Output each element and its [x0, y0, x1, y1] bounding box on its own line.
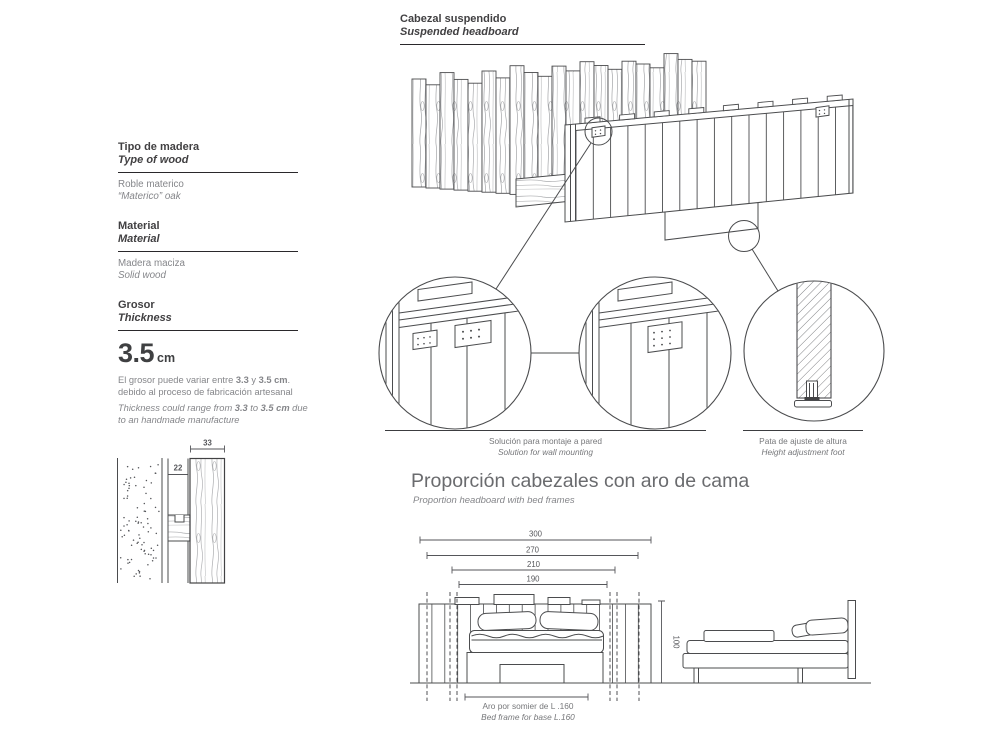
thickness-value — [118, 338, 298, 369]
thickness-number: 3.5 — [118, 337, 155, 368]
wood-plank-section — [190, 459, 225, 584]
front-view — [419, 595, 651, 684]
spec-heading-thickness-es: Grosor — [118, 299, 155, 311]
detail-circle-foot — [744, 281, 884, 421]
mattress-side — [687, 641, 848, 654]
bed-base-side — [683, 654, 848, 669]
spec-heading-thickness-en: Thickness — [118, 311, 172, 324]
svg-text:270: 270 — [525, 545, 540, 555]
pillow-right — [540, 611, 599, 631]
callout-line-leg — [752, 249, 778, 291]
spec-heading-material-en: Material — [118, 232, 160, 245]
spec-value-wood-es: Roble materico — [118, 178, 184, 190]
page-title — [400, 13, 645, 45]
dim-33: 33 — [203, 438, 212, 448]
caption-adjustment-foot — [743, 430, 863, 458]
spec-section-wood — [118, 141, 298, 203]
spec-value-wood — [118, 179, 298, 203]
spec-value-material — [118, 258, 298, 282]
bed-frame-caption — [444, 701, 612, 723]
spec-heading-material — [118, 220, 298, 252]
page-header — [400, 13, 645, 45]
caption-adjustment-foot-es: Pata de ajuste de altura — [759, 436, 847, 446]
svg-text:190: 190 — [526, 574, 540, 584]
bed-frame-caption-es: Aro por somier de L .160 — [482, 701, 574, 711]
detail-circle-mounting-2 — [579, 277, 733, 429]
proportions-title: Proporción cabezales con aro de cama — [411, 470, 750, 492]
caption-wall-mounting — [385, 430, 706, 458]
wall-bracket-right — [816, 106, 829, 117]
caption-adjustment-foot-en: Height adjustment foot — [761, 446, 845, 457]
headboard-illustration — [375, 55, 890, 435]
page-title-en: Suspended headboard — [400, 25, 519, 38]
batten-notch — [175, 515, 184, 522]
wall-bracket-left — [592, 126, 605, 137]
caption-wall-mounting-es: Solución para montaje a pared — [488, 436, 602, 446]
spec-section-thickness — [118, 299, 308, 427]
pillow-side-2 — [805, 618, 848, 636]
mattress-front — [470, 631, 604, 654]
detail-circle-mounting-1 — [379, 277, 533, 429]
wall-stipple-texture — [120, 464, 160, 580]
side-view — [683, 601, 856, 684]
spec-value-material-en: Solid wood — [118, 270, 166, 282]
caption-wall-mounting-en: Solution for wall mounting — [497, 446, 593, 457]
bed-frame-caption-en: Bed frame for base L.160 — [481, 711, 575, 722]
width-dimensions — [420, 530, 651, 589]
proportions-subtitle: Proportion headboard with bed frames — [413, 495, 575, 506]
cushion-side — [704, 631, 774, 642]
height-dimension — [658, 601, 681, 683]
spec-value-material-es: Madera maciza — [118, 257, 185, 269]
svg-text:300: 300 — [528, 529, 543, 539]
bed-frame-dimension — [465, 694, 588, 701]
pillow-left — [478, 611, 537, 631]
spec-section-material — [118, 220, 298, 282]
spec-heading-wood-en: Type of wood — [118, 153, 189, 166]
bed-base-recess — [500, 665, 564, 684]
proportions-drawing — [403, 518, 885, 730]
spec-heading-thickness — [118, 299, 298, 331]
spec-heading-wood — [118, 141, 298, 173]
dim-22: 22 — [173, 463, 183, 473]
svg-text:210: 210 — [526, 560, 541, 569]
headboard-side — [848, 601, 856, 679]
thickness-unit: cm — [157, 350, 176, 365]
spec-heading-wood-es: Tipo de madera — [118, 141, 200, 153]
page-title-es: Cabezal suspendido — [400, 13, 507, 25]
spec-heading-material-es: Material — [118, 220, 160, 232]
thickness-note-en: Thickness could range from 3.3 to 3.5 cm due to an handmade manufacture — [118, 403, 308, 426]
thickness-note-es: El grosor puede variar entre 3.3 y 3.5 cm. debido al proceso de fabricación artesanal — [118, 374, 293, 397]
wall-cross-section — [108, 428, 243, 596]
svg-text:100: 100 — [671, 635, 681, 649]
spec-value-wood-en: “Materico” oak — [118, 191, 181, 203]
